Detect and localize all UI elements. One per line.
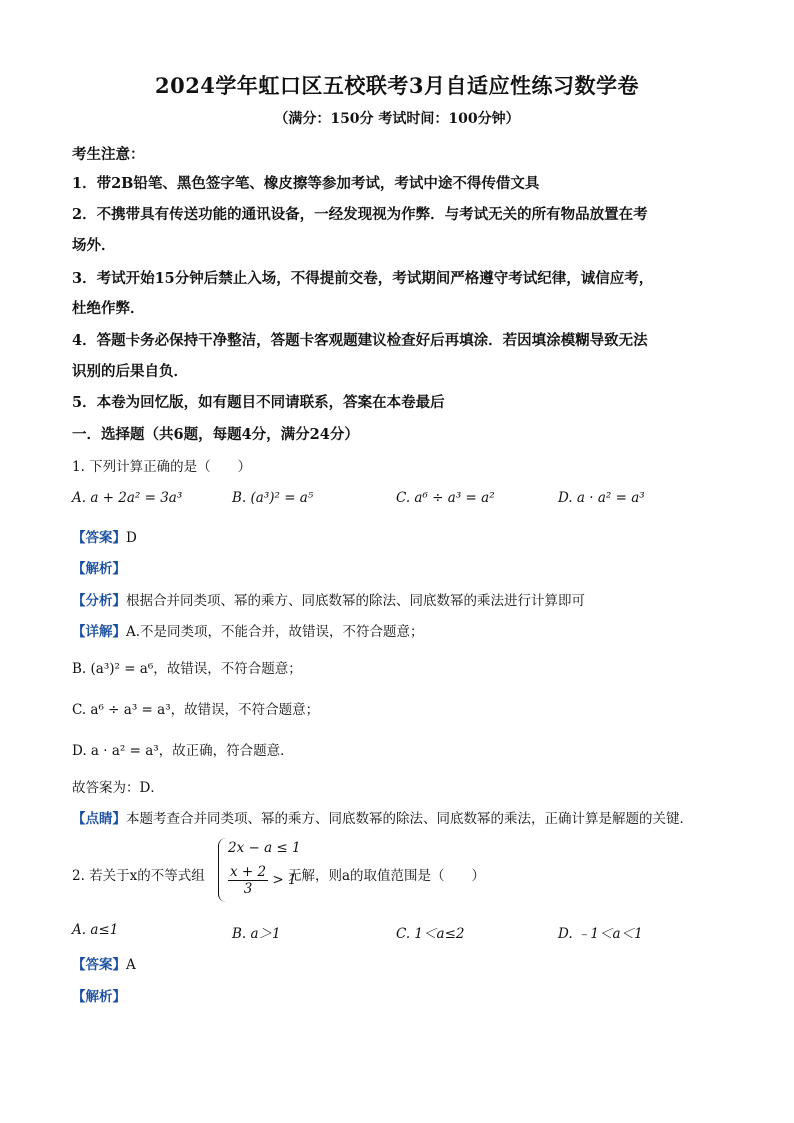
xiangjie-text: A.不是同类项，不能合并，故错误，不符合题意； — [126, 624, 424, 640]
q1-option-d: D. a · a² = a³ — [558, 490, 645, 506]
answer-value: A — [126, 957, 136, 973]
fenxi-text: 根据合并同类项、幂的乘方、同底数幂的除法、同底数幂的乘法进行计算即可 — [126, 593, 585, 609]
dianjing-tag: 【点睛】 — [72, 811, 126, 827]
inequality-1: 2x − a ≤ 1 — [228, 840, 301, 856]
notice-item-1: 1．带2B铅笔、黑色签字笔、橡皮擦等参加考试，考试中途不得传借文具 — [72, 175, 540, 192]
q2-stem-pre: 2. 若关于x的不等式组 — [72, 868, 205, 884]
q1-detail-b: B. (a³)² = a⁶，故错误，不符合题意； — [72, 661, 302, 677]
q2-option-d: D. ﹣1＜a＜1 — [558, 926, 643, 942]
answer-tag: 【答案】 — [72, 957, 126, 973]
q2-analysis-tag — [72, 985, 126, 1005]
q2-option-c: C. 1＜a≤2 — [396, 926, 465, 942]
fraction — [228, 864, 268, 897]
notice-item-3-cont: 杜绝作弊． — [72, 300, 145, 317]
q1-fenxi — [72, 589, 585, 609]
notice-item-4: 4．答题卡务必保持干净整洁，答题卡客观题建议检查好后再填涂．若因填涂模糊导致无法 — [72, 332, 648, 349]
fenxi-tag: 【分析】 — [72, 593, 126, 609]
q1-conclusion: 故答案为：D． — [72, 780, 164, 796]
q2-stem-post: 无解，则a的取值范围是（ ） — [288, 868, 486, 884]
answer-tag: 【答案】 — [72, 530, 126, 546]
q1-answer — [72, 526, 137, 546]
answer-value: D — [126, 530, 137, 546]
analysis-tag: 【解析】 — [72, 561, 126, 577]
q1-stem: 1. 下列计算正确的是（ ） — [72, 459, 252, 475]
fraction-denominator: 3 — [243, 881, 253, 897]
q1-option-b: B. (a³)² = a⁵ — [232, 490, 314, 506]
inequality-2 — [228, 864, 297, 897]
notice-item-4-cont: 识别的后果自负． — [72, 363, 188, 380]
q2-option-a: A. a≤1 — [72, 922, 119, 938]
xiangjie-tag: 【详解】 — [72, 624, 126, 640]
section-heading: 一．选择题（共6题，每题4分，满分24分） — [72, 426, 359, 443]
analysis-tag: 【解析】 — [72, 989, 126, 1005]
fraction-numerator: x + 2 — [230, 864, 267, 880]
notice-item-3: 3．考试开始15分钟后禁止入场，不得提前交卷，考试期间严格遵守考试纪律，诚信应考， — [72, 270, 654, 287]
q1-detail-c: C. a⁶ ÷ a³ = a³，故错误，不符合题意； — [72, 702, 320, 718]
brace-icon — [218, 838, 227, 902]
q1-option-c: C. a⁶ ÷ a³ = a² — [396, 490, 495, 506]
q1-analysis-tag — [72, 557, 126, 577]
q2-answer — [72, 953, 136, 973]
notice-item-2-cont: 场外． — [72, 237, 116, 254]
page-subtitle: （满分：150分 考试时间：100分钟） — [274, 111, 520, 127]
q1-detail-d: D. a · a² = a³，故正确，符合题意． — [72, 743, 294, 759]
page-title: 2024学年虹口区五校联考3月自适应性练习数学卷 — [154, 73, 640, 98]
inequality-2-relation: > 1 — [272, 872, 297, 888]
notice-heading: 考生注意： — [72, 146, 145, 163]
q1-option-a: A. a + 2a² = 3a³ — [72, 490, 183, 506]
q1-xiangjie — [72, 620, 424, 640]
dianjing-text: 本题考查合并同类项、幂的乘方、同底数幂的除法、同底数幂的乘法，正确计算是解题的关键． — [126, 811, 693, 827]
q2-option-b: B. a＞1 — [232, 926, 281, 942]
notice-item-5: 5．本卷为回忆版，如有题目不同请联系，答案在本卷最后 — [72, 394, 445, 411]
q1-dianjing — [72, 807, 693, 827]
notice-item-2: 2．不携带具有传送功能的通讯设备，一经发现视为作弊．与考试无关的所有物品放置在考 — [72, 206, 648, 223]
